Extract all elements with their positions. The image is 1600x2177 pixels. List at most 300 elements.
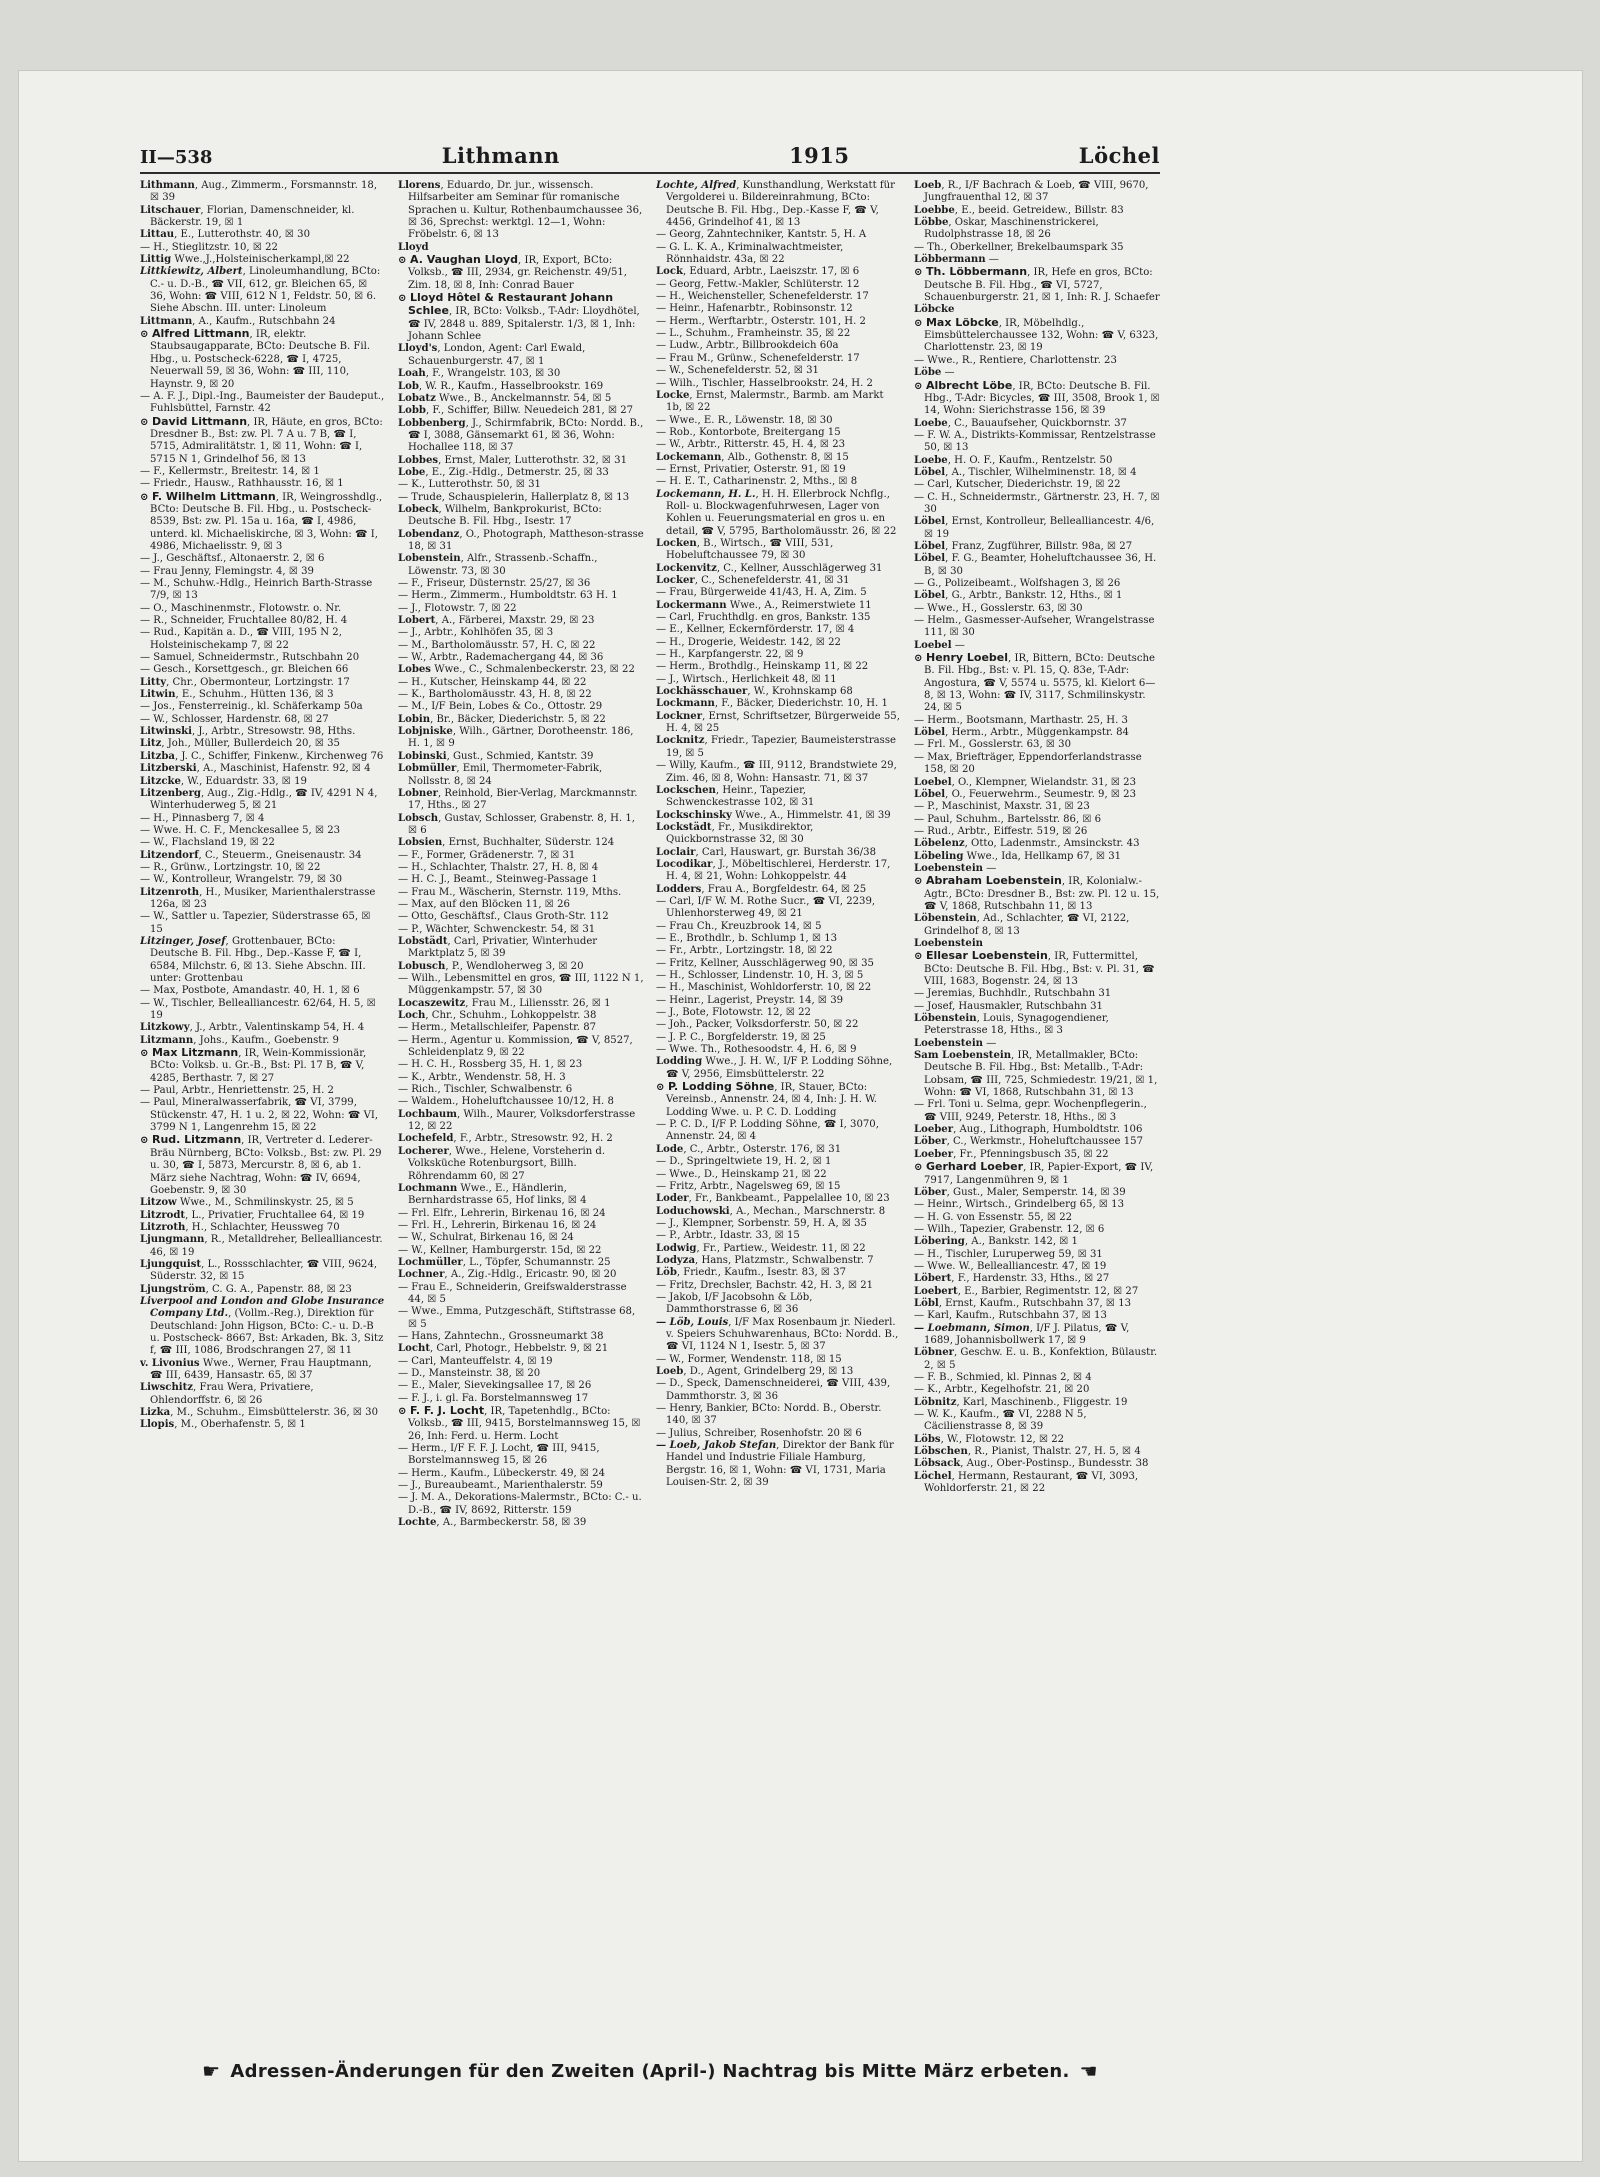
directory-entry (656, 476, 902, 488)
directory-entry (140, 1407, 386, 1419)
directory-entry (140, 1134, 386, 1197)
directory-entry (914, 205, 1160, 217)
entry-marker: ⊙ (914, 380, 926, 392)
directory-entry (140, 229, 386, 241)
entry-details: — E., Maler, Sievekingsallee 17, ☒ 26 (398, 1380, 592, 1392)
directory-entry (914, 739, 1160, 751)
entry-name: Löbner (914, 1347, 954, 1359)
entry-name: Loebmann, Simon (927, 1322, 1030, 1334)
directory-entry (398, 1133, 644, 1145)
entry-details: — Herm., Kaufm., Lübeckerstr. 49, ☒ 24 (398, 1467, 606, 1479)
directory-entry (398, 1096, 644, 1108)
directory-entry (656, 1169, 902, 1181)
entry-name: Litty (140, 676, 167, 688)
directory-entry (656, 735, 902, 760)
directory-entry (140, 726, 386, 738)
entry-name: Lobbenberg (398, 417, 466, 429)
directory-entry (398, 529, 644, 554)
directory-entry (140, 466, 386, 478)
entry-name: Lobusch (398, 960, 446, 972)
directory-entry (140, 1296, 386, 1358)
entry-details: Wwe., Ida, Hellkamp 67, ☒ 31 (963, 850, 1122, 862)
entry-details: — Herm., Zimmerm., Humboldtstr. 63 H. 1 (398, 590, 618, 602)
entry-name: Loebbe (914, 204, 955, 216)
directory-entry (656, 661, 902, 673)
entry-details: — H., Pinnasberg 7, ☒ 4 (140, 812, 265, 824)
directory-entry (398, 1084, 644, 1096)
entry-name: Löb (656, 1267, 677, 1279)
directory-entry (398, 1331, 644, 1343)
entry-details: — W., Schulrat, Birkenau 16, ☒ 24 (398, 1232, 574, 1244)
directory-entry (656, 1440, 902, 1489)
entry-details: , Linoleumhandlung, BCto: C.- u. D.-B., ☎ VII, 612, gr. Bleichen 65, ☒ 36, Wohn: ☎ VIII, 612 N 1, Feldstr. 50, ☒ 6. Siehe Abschn. III. unter: Linoleum (150, 266, 381, 315)
directory-entry (398, 1356, 644, 1368)
entry-details: , A., Barmbeckerstr. 58, ☒ 39 (436, 1517, 587, 1529)
entry-details: — W., Tischler, Bellealliancestr. 62/64, H. 5, ☒ 19 (140, 997, 376, 1022)
directory-entry (914, 1161, 1160, 1187)
entry-details: , C., Steuerm., Gneisenaustr. 34 (198, 849, 362, 861)
entry-details: Wwe., B., Anckelmannstr. 54, ☒ 5 (435, 392, 612, 404)
entry-name: Litzenberg (140, 787, 201, 799)
entry-details: , I/F J. Pilatus, ☎ V, 1689, Johannisbollwerk 17, ☒ 9 (924, 1322, 1130, 1346)
entry-details: , G., Arbtr., Bankstr. 12, Hths., ☒ 1 (945, 590, 1123, 602)
directory-entry (914, 1249, 1160, 1261)
directory-entry (398, 961, 644, 973)
directory-entry (914, 317, 1160, 355)
directory-entry (656, 489, 902, 538)
directory-entry (398, 1146, 644, 1183)
directory-entry (398, 1183, 644, 1208)
directory-entry (398, 180, 644, 242)
directory-entry (656, 242, 902, 267)
entry-details: — Max, auf den Blöcken 11, ☒ 26 (398, 898, 570, 910)
directory-entry (914, 217, 1160, 242)
entry-name: Littkiewitz, Albert (140, 266, 243, 278)
entry-name: Lobmüller (398, 763, 457, 775)
entry-details: , A., Zig.-Hdlg., Ericastr. 90, ☒ 20 (444, 1269, 617, 1281)
entry-name: Litzow (140, 1197, 177, 1209)
directory-entry (398, 850, 644, 862)
entry-details: , Br., Bäcker, Diederichstr. 5, ☒ 22 (430, 713, 606, 725)
directory-entry (656, 1354, 902, 1366)
directory-entry (140, 1022, 386, 1034)
directory-entry (656, 415, 902, 427)
directory-entry (140, 603, 386, 615)
entry-details: Wwe., J. H. W., I/F P. Lodding Söhne, ☎ V, 2956, Eimsbüttelerstr. 22 (666, 1056, 893, 1080)
entry-details: — H., Schlosser, Lindenstr. 10, H. 3, ☒ 5 (656, 970, 864, 981)
entry-name: Lockschen (656, 784, 716, 796)
entry-name: Lock (656, 266, 683, 278)
directory-entry (656, 427, 902, 439)
entry-marker: — (656, 1440, 670, 1452)
entry-name: Lloyd Hôtel & Restaurant Johann Schlee (408, 291, 614, 318)
entry-details: , Aug., Zimmerm., Forsmannstr. 18, ☒ 39 (150, 180, 378, 204)
directory-entry (398, 813, 644, 838)
entry-details: , A., Maschinist, Hafenstr. 92, ☒ 4 (196, 763, 371, 775)
entry-marker: ⊙ (140, 1135, 152, 1147)
directory-entry (914, 1372, 1160, 1384)
directory-entry (398, 837, 644, 849)
entry-details: , L., Privatier, Fruchtallee 64, ☒ 19 (185, 1209, 365, 1221)
directory-entry (914, 455, 1160, 467)
directory-entry (914, 801, 1160, 813)
directory-entry (398, 343, 644, 368)
entry-details: — E., Kellner, Eckernförderstr. 17, ☒ 4 (656, 624, 855, 636)
entry-details: , Florian, Damenschneider, kl. Bäckerstr. 19, ☒ 1 (150, 204, 355, 229)
entry-details: — Gesch., Korsettgesch., gr. Bleichen 66 (140, 664, 349, 676)
directory-entry (140, 1210, 386, 1222)
directory-entry (914, 789, 1160, 801)
directory-entry (914, 380, 1160, 418)
entry-details: — K., Arbtr., Kegelhofstr. 21, ☒ 20 (914, 1384, 1090, 1396)
entry-name: Loclair (656, 846, 696, 858)
entry-name: Löbert (914, 1273, 952, 1285)
directory-entry (656, 353, 902, 365)
directory-entry (398, 911, 644, 923)
entry-name: Lizka (140, 1407, 171, 1419)
entry-details: — R., Grünw., Lortzingstr. 10, ☒ 22 (140, 861, 321, 873)
directory-entry (656, 982, 902, 994)
entry-details: — J., Klempner, Sorbenstr. 59, H. A, ☒ 35 (656, 1217, 867, 1229)
entry-details: — (983, 1037, 997, 1049)
directory-entry (914, 1397, 1160, 1409)
directory-entry (140, 180, 386, 205)
entry-details: — W., Sattler u. Tapezier, Süderstrasse 65, ☒ 15 (140, 911, 371, 935)
entry-name: Lodwig (656, 1242, 697, 1254)
entry-name: Loch (398, 1010, 426, 1022)
entry-details: — Wwe., D., Heinskamp 21, ☒ 22 (656, 1168, 827, 1180)
column-1 (140, 180, 386, 2040)
directory-entry (140, 266, 386, 315)
directory-entry (914, 516, 1160, 541)
entry-details: , IR, elektr. Staubsaugapparate, BCto: Deutsche B. Fil. Hbg., u. Postscheck-6228, ☎ I, 4725, Neuerwall 59, ☒ 36, Wohn: ☎ III, 110, Haynstr. 9, ☒ 20 (150, 329, 371, 390)
directory-entry (140, 205, 386, 230)
header-first-word: Lithmann (441, 143, 560, 168)
entry-details: — H., Weichensteller, Schenefelderstr. 17 (656, 291, 869, 303)
footer-text: Adressen-Änderungen für den Zweiten (April-) Nachtrag bis Mitte März erbeten. (230, 2060, 1070, 2082)
directory-entry (140, 566, 386, 578)
entry-details: , Wilh., Maurer, Volksdorferstrasse 12, ☒ 22 (408, 1108, 636, 1133)
entry-name: Lochte, Alfred (656, 180, 737, 191)
entry-details: , Fr., Pfenningsbusch 35, ☒ 22 (953, 1148, 1109, 1160)
directory-entry (656, 291, 902, 303)
entry-details: — E., Brothdlr., b. Schlump 1, ☒ 13 (656, 932, 838, 944)
entry-details: — J., Flotowstr. 7, ☒ 22 (398, 602, 517, 614)
entry-name: Littau (140, 229, 175, 241)
entry-details: Wwe., E., Händlerin, Bernhardstrasse 65, Hof links, ☒ 4 (408, 1182, 587, 1207)
entry-details: , C., Schenefelderstr. 41, ☒ 31 (694, 575, 850, 586)
entry-details: — Wilh., Tapezier, Grabenstr. 12, ☒ 6 (914, 1223, 1105, 1235)
entry-name: Litz (140, 738, 162, 750)
entry-details: — J. M. A., Dekorations-Malermstr., BCto: C.- u. D.-B., ☎ IV, 8692, Ritterstr. 159 (398, 1492, 642, 1516)
entry-details: , Wilh., Gärtner, Dorotheenstr. 186, H. 1, ☒ 9 (408, 726, 634, 750)
entry-name: Loduchowski (656, 1205, 730, 1217)
directory-entry (398, 1405, 644, 1443)
directory-entry (398, 627, 644, 639)
entry-details: , J., Arbtr., Stresowstr. 98, Hths. (191, 726, 356, 738)
directory-entry (656, 538, 902, 563)
directory-entry (656, 279, 902, 291)
directory-entry (914, 180, 1160, 205)
directory-entry (914, 715, 1160, 727)
directory-entry (656, 1292, 902, 1317)
directory-entry (914, 1261, 1160, 1273)
directory-entry (656, 859, 902, 884)
entry-details: , C. G. A., Papenstr. 88, ☒ 23 (205, 1283, 352, 1295)
directory-entry (140, 1419, 386, 1431)
entry-name: Löbelenz (914, 838, 965, 850)
directory-entry (914, 1273, 1160, 1285)
directory-entry (398, 1208, 644, 1220)
entry-details: — Frl. Toni u. Selma, gepr. Wochenpflegerin., ☎ VIII, 9249, Peterstr. 18, Hths., ☒ 3 (914, 1099, 1147, 1123)
directory-entry (656, 1032, 902, 1044)
directory-entry (140, 677, 386, 689)
entry-details: — J., Wirtsch., Herlichkeit 48, ☒ 11 (656, 673, 837, 685)
entry-name: Lockemann, H. L. (656, 488, 756, 500)
directory-entry (140, 788, 386, 813)
entry-name: Lobenstein (398, 553, 461, 565)
entry-details: Wwe., Werner, Frau Hauptmann, ☎ III, 6439, Hansastr. 65, ☒ 37 (150, 1357, 372, 1381)
directory-entry (656, 995, 902, 1007)
entry-details: — W., Former, Wendenstr. 118, ☒ 15 (656, 1353, 842, 1365)
directory-entry (140, 763, 386, 775)
entry-details: , Otto, Ladenmstr., Amsinckstr. 43 (964, 838, 1140, 850)
entry-details: — Frau M., Wäscherin, Sternstr. 119, Mths. (398, 886, 622, 898)
directory-entry (398, 603, 644, 615)
entry-name: Rud. Litzmann (151, 1133, 242, 1147)
directory-entry (398, 664, 644, 676)
entry-name: Ljungmann (140, 1234, 205, 1246)
entry-name: Löbenstein (914, 1013, 977, 1025)
entry-name: Löbel (914, 590, 946, 602)
entry-details: — Ludw., Arbtr., Billbrookdeich 60a (656, 340, 839, 352)
entry-name: Loebe (914, 454, 948, 466)
directory-entry (140, 837, 386, 849)
directory-entry (140, 751, 386, 763)
directory-entry (656, 637, 902, 649)
entry-details: , Wilhelm, Bankprokurist, BCto: Deutsche B. Fil. Hbg., Isestr. 17 (408, 503, 602, 528)
directory-entry (914, 1199, 1160, 1211)
directory-entry (656, 785, 902, 810)
entry-details: Wwe., A., Reimerstwiete 11 (726, 599, 872, 611)
entry-name: Lobert (398, 615, 436, 627)
directory-entry (398, 1368, 644, 1380)
entry-details: — Max, Briefträger, Eppendorferlandstrasse 158, ☒ 20 (914, 751, 1142, 776)
directory-entry (398, 254, 644, 292)
directory-entry (140, 1234, 386, 1259)
directory-entry (140, 887, 386, 912)
directory-entry (140, 1259, 386, 1284)
directory-entry (914, 541, 1160, 553)
entry-name: Lochte (398, 1517, 437, 1529)
directory-entry (914, 418, 1160, 430)
entry-details: — Fr., Arbtr., Lortzingstr. 18, ☒ 22 (656, 945, 833, 957)
entry-details: — Josef, Hausmakler, Rutschbahn 31 (914, 1000, 1103, 1012)
entry-marker: ⊙ (140, 329, 152, 341)
entry-details: — Paul, Mineralwasserfabrik, ☎ VI, 3799, Stückenstr. 47, H. 1 u. 2, ☒ 22, Wohn: ☎ VI, 3799 N 1, Langenrehm 15, ☒ 22 (140, 1097, 379, 1134)
entry-details: — Frau Ch., Kreuzbrook 14, ☒ 5 (656, 920, 822, 932)
directory-entry (914, 1050, 1160, 1099)
entry-name: Löbbermann (914, 254, 986, 266)
directory-entry (140, 416, 386, 466)
directory-entry (656, 970, 902, 982)
directory-entry (398, 998, 644, 1010)
directory-entry (914, 838, 1160, 850)
directory-entry (140, 998, 386, 1023)
entry-marker: ⊙ (398, 1406, 410, 1418)
entry-details: , London, Agent: Carl Ewald, Schauenburgerstr. 47, ☒ 1 (408, 343, 586, 367)
directory-entry (140, 1197, 386, 1209)
entry-details: , E., Schuhm., Hütten 136, ☒ 3 (175, 689, 334, 701)
directory-entry (140, 776, 386, 788)
directory-entry (398, 368, 644, 380)
entry-details: — Frau E., Schneiderin, Greifswalderstrasse 44, ☒ 5 (398, 1281, 627, 1305)
directory-entry (398, 1468, 644, 1480)
directory-entry (656, 1366, 902, 1378)
entry-name: Liwschitz (140, 1382, 194, 1394)
entry-name: Löb, Louis (669, 1316, 729, 1328)
entry-details: — K., Arbtr., Wendenstr. 58, H. 3 (398, 1071, 566, 1083)
entry-details: — C. H., Schneidermstr., Gärtnerstr. 23, H. 7, ☒ 30 (914, 491, 1160, 515)
entry-details: — Ernst, Privatier, Osterstr. 91, ☒ 19 (656, 463, 846, 475)
entry-details: — Heinr., Hafenarbtr., Robinsonstr. 12 (656, 303, 853, 315)
directory-entry (140, 850, 386, 862)
entry-name: Max Litzmann (151, 1046, 239, 1060)
entry-details: — J., Bureaubeamt., Marienthalerstr. 59 (398, 1480, 603, 1492)
entry-details: , Joh., Müller, Bullerdeich 20, ☒ 35 (161, 738, 340, 750)
entry-details: , W., Krohnskamp 68 (747, 686, 853, 698)
entry-details: — Trude, Schauspielerin, Hallerplatz 8, ☒ 13 (398, 491, 630, 503)
directory-entry (140, 491, 386, 554)
entry-name: Loebenstein (914, 862, 984, 874)
directory-entry (914, 851, 1160, 863)
entry-details: , A., Tischler, Wilhelminenstr. 18, ☒ 4 (945, 466, 1137, 478)
entry-details: , Frau A., Borgfeldestr. 64, ☒ 25 (701, 883, 867, 895)
directory-entry (914, 1236, 1160, 1248)
directory-entry (398, 701, 644, 713)
entry-name: Löber (914, 1186, 947, 1198)
directory-entry (914, 1434, 1160, 1446)
entry-details: — Carl, Kutscher, Diederichstr. 19, ☒ 22 (914, 479, 1121, 491)
directory-entry (398, 1492, 644, 1517)
entry-details: , Ernst, Schriftsetzer, Bürgerweide 55, H. 4, ☒ 25 (666, 710, 900, 735)
entry-name: Löbel (914, 553, 946, 565)
directory-entry (914, 1099, 1160, 1124)
entry-name: Lockner (656, 710, 703, 722)
directory-entry (914, 1310, 1160, 1322)
directory-entry (914, 578, 1160, 590)
entry-details: — P., Arbtr., Idastr. 33, ☒ 15 (656, 1230, 800, 1242)
entry-details: , P., Wendloherweg 3, ☒ 20 (445, 960, 584, 972)
entry-details: — Herm., Werftarbtr., Osterstr. 101, H. 2 (656, 315, 866, 327)
entry-name: Löbering (914, 1236, 965, 1248)
entry-details: — L., Schuhm., Framheinstr. 35, ☒ 22 (656, 328, 851, 340)
directory-entry (656, 945, 902, 957)
entry-details: — H. G. von Essenstr. 55, ☒ 22 (914, 1211, 1073, 1223)
entry-details: , H., Schlachter, Heussweg 70 (185, 1221, 340, 1233)
entry-details: — Helm., Gasmesser-Aufseher, Wrangelstrasse 111, ☒ 30 (914, 615, 1155, 639)
entry-details: — F., Former, Grädenerstr. 7, ☒ 31 (398, 849, 576, 861)
entry-details: , Eduardo, Dr. jur., wissensch. Hilfsarbeiter am Seminar für romanische Sprachen u. Kultur, Rothenbaumchaussee 36, ☒ 36, Sprechst: werktgl. 12—1, Wohn: Fröbelstr. 6, ☒ 13 (408, 180, 643, 241)
entry-details: , Alfr., Strassenb.-Schaffn., Löwenstr. 73, ☒ 30 (408, 553, 598, 577)
entry-name: Lockemann (656, 451, 722, 463)
entry-details: — Heinr., Wirtsch., Grindelberg 65, ☒ 13 (914, 1199, 1124, 1211)
entry-details: — W. K., Kaufm., ☎ VI, 2288 N 5, Cäcilienstrasse 8, ☒ 39 (914, 1409, 1087, 1433)
entry-details: , W., Flotowstr. 12, ☒ 22 (940, 1433, 1065, 1445)
entry-name: Litzrodt (140, 1209, 186, 1221)
entry-name: Llorens (398, 180, 441, 191)
entry-details: — G., Polizeibeamt., Wolfshagen 3, ☒ 26 (914, 578, 1121, 589)
entry-name: Lochbaum (398, 1108, 457, 1120)
entry-name: Loebenstein (914, 937, 984, 949)
directory-entry (656, 1403, 902, 1428)
directory-entry (140, 862, 386, 874)
directory-entry (398, 874, 644, 886)
entry-name: Löbel (914, 466, 946, 478)
directory-entry (398, 899, 644, 911)
entry-details: — Willy, Kaufm., ☎ III, 9112, Brandstwiete 29, Zim. 46, ☒ 8, Wohn: Hansastr. 71, ☒ 37 (656, 760, 897, 784)
directory-entry (656, 1019, 902, 1031)
directory-entry (398, 504, 644, 529)
entry-details: , E., Zig.-Hdlg., Detmerstr. 25, ☒ 33 (425, 466, 609, 478)
directory-entry (656, 390, 902, 415)
entry-details: , Hermann, Restaurant, ☎ VI, 3093, Wohldorferstr. 21, ☒ 22 (924, 1470, 1139, 1495)
directory-entry (656, 266, 902, 278)
directory-entry (656, 1119, 902, 1144)
directory-entry (656, 711, 902, 736)
directory-entry (656, 1230, 902, 1242)
entry-name: Loeber (914, 1124, 954, 1136)
directory-entry (398, 1282, 644, 1307)
entry-details: — H. C. H., Rossberg 35, H. 1, ☒ 23 (398, 1059, 583, 1071)
entry-name: Lockschinsky (656, 809, 732, 821)
entry-details: — Wwe., H., Gosslerstr. 63, ☒ 30 (914, 602, 1083, 614)
entry-details: — Hans, Zahntechn., Grossneumarkt 38 (398, 1330, 604, 1342)
entry-details: , Ernst, Malermstr., Barmb. am Markt 1b, ☒ 22 (666, 389, 884, 414)
directory-entry (140, 1222, 386, 1234)
directory-entry (656, 452, 902, 464)
entry-name: Loebel (914, 639, 952, 651)
entry-name: Ljungquist (140, 1258, 202, 1270)
entry-details: — Samuel, Schneidermstr., Rutschbahn 20 (140, 652, 360, 664)
entry-details: , Oskar, Maschinenstrickerei, Rudolphstrasse 18, ☒ 26 (924, 217, 1099, 241)
entry-details: — H. C. J., Beamt., Steinweg-Passage 1 (398, 874, 598, 886)
entry-details: , Wwe., Helene, Vorsteherin d. Volksküche Rotenburgsort, Billh. Röhrendamm 60, ☒ 27 (408, 1145, 606, 1182)
entry-details: , Emil, Thermometer-Fabrik, Nollsstr. 8, ☒ 24 (408, 763, 603, 787)
entry-name: Löbel (914, 516, 946, 528)
entry-details: — Frau, Bürgerweide 41/43, H. A, Zim. 5 (656, 587, 867, 599)
directory-entry (656, 1081, 902, 1119)
entry-details: — Jos., Fensterreinig., kl. Schäferkamp 50a (140, 701, 363, 713)
entry-details: — H., Tischler, Luruperweg 59, ☒ 31 (914, 1248, 1103, 1260)
directory-entry (656, 340, 902, 352)
entry-details: — Frau Jenny, Flemingstr. 4, ☒ 39 (140, 565, 314, 577)
directory-entry (914, 950, 1160, 988)
entry-details: , M., Schuhm., Eimsbüttelerstr. 36, ☒ 30 (170, 1407, 379, 1419)
directory-entry (656, 1378, 902, 1403)
entry-details: — W., Kontrolleur, Wrangelstr. 79, ☒ 30 (140, 874, 343, 886)
directory-entry (656, 810, 902, 822)
directory-entry (398, 887, 644, 899)
entry-name: Loebel (914, 776, 952, 788)
entry-details: — Wwe. Th., Rothesoodstr. 4, H. 6, ☒ 9 (656, 1044, 857, 1056)
directory-entry (140, 1047, 386, 1085)
directory-entry (398, 1010, 644, 1022)
entry-details: — M., Bartholomäusstr. 57, H. C, ☒ 22 (398, 639, 596, 651)
entry-details: — Karl, Kaufm., Rutschbahn 37, ☒ 13 (914, 1310, 1107, 1322)
entry-details: — Wwe. H. C. F., Menckesallee 5, ☒ 23 (140, 824, 341, 836)
entry-details: , J., Möbeltischlerei, Herderstr. 17, H. 4, ☒ 21, Wohn: Lohkoppelstr. 44 (666, 858, 891, 883)
